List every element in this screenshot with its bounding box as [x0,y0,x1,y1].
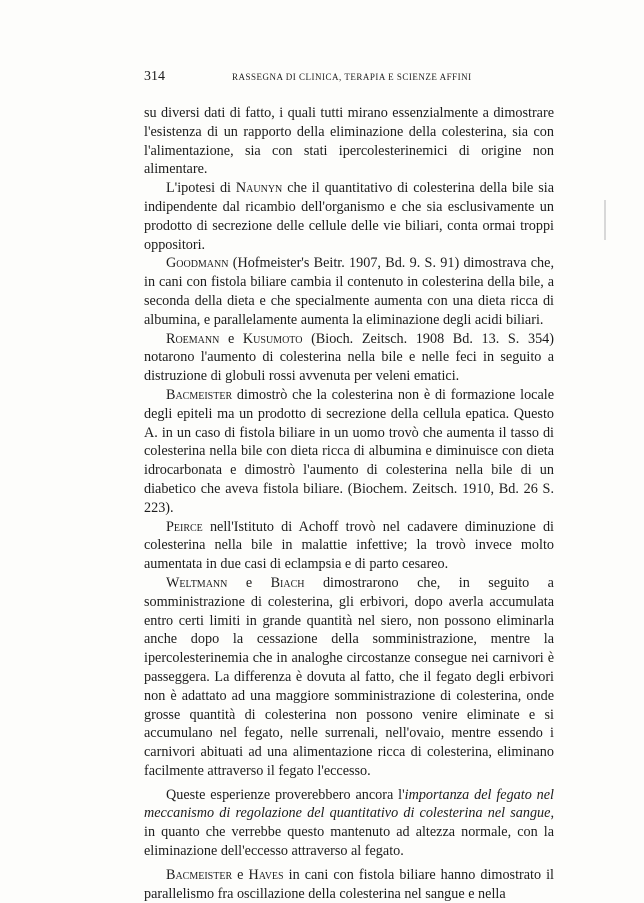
paragraph-peirce: Peirce nell'Istituto di Achoff trovò nel cadavere diminuzione di colesterina nella bile in malattie infettive; la trovò invece molto aumentata in due casi di eclampsia e di parto cesareo. [144,518,554,573]
paragraph-weltmann: Weltmann e Biach dimostrarono che, in seguito a somministrazione di colesterina, gli erbivori, dopo averla accumulata entro certi limiti in grande quantità nel siero, non possono eliminarla anche dopo la cessazione della somministrazione, mentre la ipercolesterinemia che in analoghe circostanze consegue nei carnivori è passeggera. La differenza è dovuta al fatto, che il fegato degli erbivori non è adattato ad una maggiore somministrazione di colesterina, onde grosse quantità di colesterina non possono venire eliminate e si accumulano nel fegato, nelle surrenali, nell'ovaio, mentre essendo i carnivori abituati ad una alimentazione ricca di colesterina, eliminano facilmente attraverso il fegato l'eccesso. [144,574,554,779]
author-name: Roemann [166,330,220,347]
paragraph-bacmeister: Bacmeister dimostrò che la colesterina non è di formazione locale degli epiteli ma un prodotto di secrezione della cellula epatica. Questo A. in un caso di fistola biliare in un uomo trovò che aumenta il tasso di colesterina nella bile con dieta ricca di albumina e diminuisce con dieta idrocarbonata e dimostrò l'aumento di colesterina nella bile di un diabetico che aveva fistola biliare. (Biochem. Zeitsch. 1910, Bd. 26 S. 223). [144,386,554,516]
author-name: Kusumoto [242,330,303,347]
author-name: Peirce [166,518,203,535]
page-number: 314 [144,69,165,84]
paragraph-conclusion: Queste esperienze proverebbero ancora l'importanza del fegato nel meccanismo di regolazione del quantitativo di colesterina nel sangue, in quanto che verrebbe questo mantenuto ad altezza normale, con la eliminazione dell'eccesso attraverso al fegato. [144,786,554,860]
author-name: Bacmeister [166,386,233,403]
page-body [144,104,554,903]
paragraph-1: su diversi dati di fatto, i quali tutti mirano essenzialmente a dimostrare l'esistenza di un rapporto della eliminazione della colesterina, sia con l'alimentazione, sia con stati ipercolesterinemici di origine non alimentare. [144,105,554,178]
author-name: Haves [248,866,284,883]
paragraph-naunyn: L'ipotesi di Naunyn che il quantitativo di colesterina della bile sia indipendente dal ricambio dell'organismo e che sia esclusivamente un prodotto di secrezione delle cellule delle vie biliari, conta ormai troppi oppositori. [144,180,554,253]
author-name: Biach [270,574,305,591]
author-name: Goodmann [166,255,229,272]
running-title: RASSEGNA DI CLINICA, TERAPIA E SCIENZE AFFINI [232,72,472,82]
margin-mark [604,200,606,240]
paragraph-roemann: Roemann e Kusumoto (Bioch. Zeitsch. 1908 Bd. 13. S. 354) notarono l'aumento di colesterina nella bile e nelle feci in seguito a distruzione di globuli rossi avvenuta per veleni ematici. [144,330,554,385]
paragraph-bacmeister-haves: Bacmeister e Haves in cani con fistola biliare hanno dimostrato il parallelismo fra oscillazione della colesterina nel sangue e nella [144,866,554,902]
author-name: Weltmann [166,574,228,591]
paragraph-goodmann: Goodmann (Hofmeister's Beitr. 1907, Bd. 9. S. 91) dimostrava che, in cani con fistola biliare cambia il contenuto in colesterina della bile, a seconda della dieta e che specialmente aumenta con una dieta ricca di albumina, e parallelamente aumenta la eliminazione degli acidi biliari. [144,255,554,328]
author-name: Naunyn [235,180,283,197]
author-name: Bacmeister [166,866,233,883]
emphasis: importanza del fegato nel meccanismo di regolazione del quantitativo di colesterina nel sangue [144,786,554,822]
